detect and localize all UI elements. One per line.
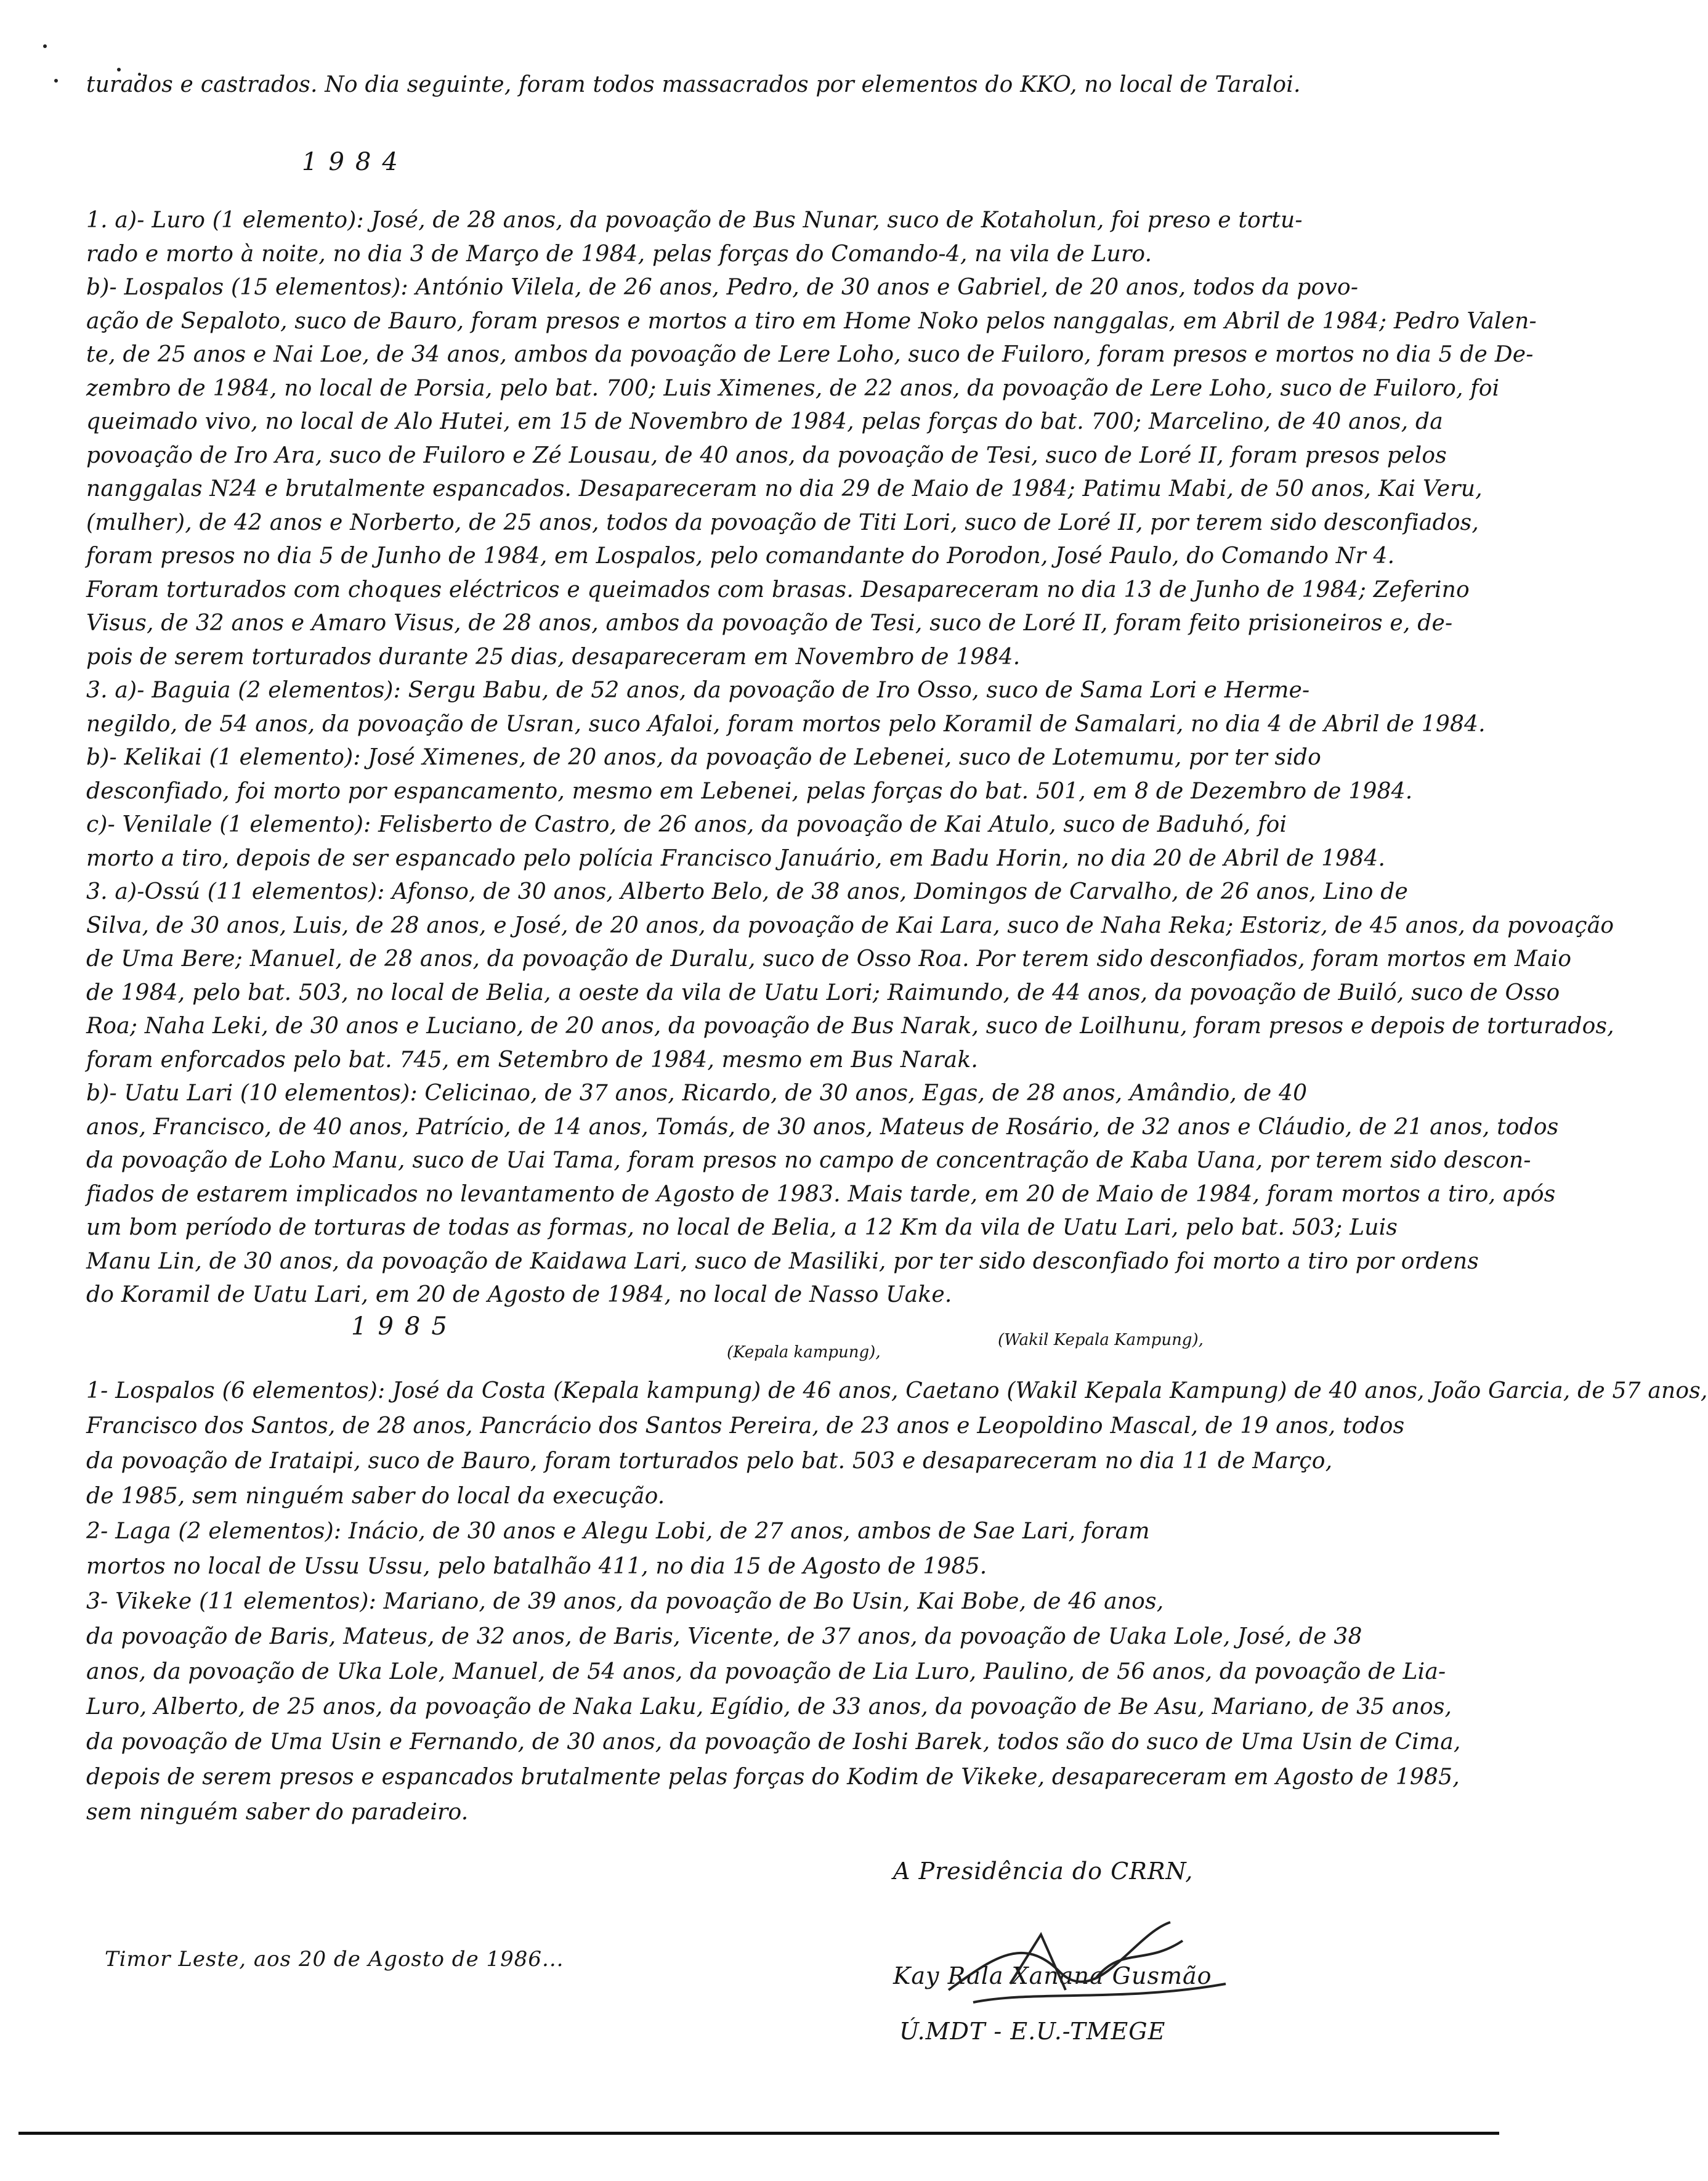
text-line: da povoação de Uma Usin e Fernando, de 30 anos, da povoação de Ioshi Barek, todos são do suco de Uma Usin de Cima, [86, 1729, 1461, 1755]
text-line: da povoação de Loho Manu, suco de Uai Tama, foram presos no campo de concentração de Kaba Uana, por terem sido descon- [86, 1148, 1531, 1173]
text-line: desconfiado, foi morto por espancamento, mesmo em Lebenei, pelas forças do bat. 501, em 8 de Dezembro de 1984. [86, 778, 1413, 804]
signature-title: A Presidência do CRRN, [893, 1858, 1194, 1885]
text-line: mortos no local de Ussu Ussu, pelo batalhão 411, no dia 15 de Agosto de 1985. [86, 1554, 987, 1579]
text-line: Manu Lin, de 30 anos, da povoação de Kaidawa Lari, suco de Masiliki, por ter sido desconfiado foi morto a tiro por ordens [86, 1248, 1479, 1274]
signature-place-date: Timor Leste, aos 20 de Agosto de 1986... [105, 1947, 564, 1972]
intro-line: turados e castrados. No dia seguinte, foram todos massacrados por elementos do KKO, no local de Taraloi. [86, 72, 1301, 97]
year-heading-1985: 1985 [351, 1312, 458, 1341]
signature-name: Kay Rala Xanana Gusmão [893, 1962, 1212, 1989]
text-line: 2- Laga (2 elementos): Inácio, de 30 anos e Alegu Lobi, de 27 anos, ambos de Sae Lari, foram [86, 1519, 1150, 1544]
text-line: Francisco dos Santos, de 28 anos, Pancrácio dos Santos Pereira, de 23 anos e Leopoldino Mascal, de 19 anos, todos [86, 1413, 1405, 1439]
text-line: (mulher), de 42 anos e Norberto, de 25 anos, todos da povoação de Titi Lori, suco de Loré II, por terem sido desconfiados, [86, 510, 1479, 535]
text-line: do Koramil de Uatu Lari, em 20 de Agosto de 1984, no local de Nasso Uake. [86, 1282, 952, 1307]
text-line: de 1984, pelo bat. 503, no local de Belia, a oeste da vila de Uatu Lori; Raimundo, de 44 anos, da povoação de Builó, suco de Osso [86, 980, 1560, 1005]
text-line: sem ninguém saber do paradeiro. [86, 1800, 469, 1825]
text-line: 3. a)- Baguia (2 elementos): Sergu Babu, de 52 anos, da povoação de Iro Osso, suco de Sama Lori e Herme- [86, 678, 1310, 703]
text-line: Foram torturados com choques eléctricos e queimados com brasas. Desapareceram no dia 13 de Junho de 1984; Zeferino [86, 577, 1470, 603]
text-line: Visus, de 32 anos e Amaro Visus, de 28 anos, ambos da povoação de Tesi, suco de Loré II, foram feito prisioneiros e, de- [86, 611, 1453, 636]
text-line: Luro, Alberto, de 25 anos, da povoação de Naka Laku, Egídio, de 33 anos, da povoação de Be Asu, Mariano, de 35 anos, [86, 1694, 1452, 1720]
page-bottom-rule [18, 2132, 1499, 2135]
text-line: de 1985, sem ninguém saber do local da execução. [86, 1484, 665, 1509]
text-line: foram presos no dia 5 de Junho de 1984, em Lospalos, pelo comandante do Porodon, José Paulo, do Comando Nr 4. [86, 543, 1395, 569]
year-heading-1984: 1984 [302, 148, 409, 176]
text-line: rado e morto à noite, no dia 3 de Março de 1984, pelas forças do Comando-4, na vila de Luro. [86, 241, 1152, 267]
text-line: Silva, de 30 anos, Luis, de 28 anos, e José, de 20 anos, da povoação de Kai Lara, suco de Naha Reka; Estoriz, de 45 anos, da povoação [86, 912, 1614, 938]
text-line: zembro de 1984, no local de Porsia, pelo bat. 700; Luis Ximenes, de 22 anos, da povoação de Lere Loho, suco de Fuiloro, foi [86, 375, 1500, 401]
text-line: b)- Lospalos (15 elementos): António Vilela, de 26 anos, Pedro, de 30 anos e Gabriel, de 20 anos, todos da povo- [86, 275, 1359, 300]
speck [54, 79, 58, 83]
text-line: povoação de Iro Ara, suco de Fuiloro e Zé Lousau, de 40 anos, da povoação de Tesi, suco de Loré II, foram presos pelos [86, 442, 1447, 468]
text-line: Roa; Naha Leki, de 30 anos e Luciano, de 20 anos, da povoação de Bus Narak, suco de Loilhunu, foram presos e depois de torturados, [86, 1013, 1614, 1039]
text-line: da povoação de Irataipi, suco de Bauro, foram torturados pelo bat. 503 e desapareceram no dia 11 de Março, [86, 1448, 1333, 1474]
text-line: da povoação de Baris, Mateus, de 32 anos, de Baris, Vicente, de 37 anos, da povoação de Uaka Lole, José, de 38 [86, 1624, 1362, 1649]
text-line: 1- Lospalos (6 elementos): José da Costa (Kepala kampung) de 46 anos, Caetano (Wakil Kepala Kampung) de 40 anos, João Garcia, de 57 anos, [86, 1378, 1708, 1403]
text-line: te, de 25 anos e Nai Loe, de 34 anos, ambos da povoação de Lere Loho, suco de Fuiloro, foram presos e mortos no dia 5 de De- [86, 342, 1534, 367]
text-line: morto a tiro, depois de ser espancado pelo polícia Francisco Januário, em Badu Horin, no dia 20 de Abril de 1984. [86, 845, 1386, 871]
text-line: ação de Sepaloto, suco de Bauro, foram presos e mortos a tiro em Home Noko pelos nanggalas, em Abril de 1984; Pedro Valen- [86, 308, 1537, 334]
annotation-kepala: (Kepala kampung), [727, 1343, 881, 1362]
text-line: c)- Venilale (1 elemento): Felisberto de Castro, de 26 anos, da povoação de Kai Atulo, suco de Baduhó, foi [86, 812, 1287, 837]
signature-scribble [936, 1898, 1257, 2033]
text-line: b)- Uatu Lari (10 elementos): Celicinao, de 37 anos, Ricardo, de 30 anos, Egas, de 28 anos, Amândio, de 40 [86, 1081, 1308, 1106]
annotation-wakil: (Wakil Kepala Kampung), [998, 1331, 1204, 1349]
text-line: 1. a)- Luro (1 elemento): José, de 28 anos, da povoação de Bus Nunar, suco de Kotaholun, foi preso e tortu- [86, 208, 1303, 233]
text-line: nanggalas N24 e brutalmente espancados. Desapareceram no dia 29 de Maio de 1984; Patimu Mabi, de 50 anos, Kai Veru, [86, 476, 1483, 502]
text-line: negildo, de 54 anos, da povoação de Usran, suco Afaloi, foram mortos pelo Koramil de Samalari, no dia 4 de Abril de 1984. [86, 711, 1486, 737]
text-line: anos, Francisco, de 40 anos, Patrício, de 14 anos, Tomás, de 30 anos, Mateus de Rosário, de 32 anos e Cláudio, de 21 anos, todos [86, 1114, 1559, 1140]
text-line: fiados de estarem implicados no levantamento de Agosto de 1983. Mais tarde, em 20 de Maio de 1984, foram mortos a tiro, após [86, 1181, 1556, 1207]
text-line: de Uma Bere; Manuel, de 28 anos, da povoação de Duralu, suco de Osso Roa. Por terem sido desconfiados, foram mortos em Maio [86, 946, 1572, 972]
text-line: depois de serem presos e espancados brutalmente pelas forças do Kodim de Vikeke, desapareceram em Agosto de 1985, [86, 1765, 1460, 1790]
text-line: b)- Kelikai (1 elemento): José Ximenes, de 20 anos, da povoação de Lebenei, suco de Lotemumu, por ter sido [86, 745, 1322, 770]
text-line: queimado vivo, no local de Alo Hutei, em 15 de Novembro de 1984, pelas forças do bat. 700; Marcelino, de 40 anos, da [86, 409, 1443, 434]
text-line: foram enforcados pelo bat. 745, em Setembro de 1984, mesmo em Bus Narak. [86, 1047, 978, 1073]
speck [43, 44, 47, 48]
signature-stamp-text: Ú.MDT - E.U.-TMEGE [899, 2018, 1166, 2045]
text-line: um bom período de torturas de todas as formas, no local de Belia, a 12 Km da vila de Uatu Lari, pelo bat. 503; Luis [86, 1215, 1398, 1240]
text-line: anos, da povoação de Uka Lole, Manuel, de 54 anos, da povoação de Lia Luro, Paulino, de 56 anos, da povoação de Lia- [86, 1659, 1446, 1684]
text-line: 3. a)-Ossú (11 elementos): Afonso, de 30 anos, Alberto Belo, de 38 anos, Domingos de Carvalho, de 26 anos, Lino de [86, 879, 1409, 904]
text-line: pois de serem torturados durante 25 dias, desapareceram em Novembro de 1984. [86, 644, 1021, 670]
text-line: 3- Vikeke (11 elementos): Mariano, de 39 anos, da povoação de Bo Usin, Kai Bobe, de 46 anos, [86, 1589, 1164, 1614]
